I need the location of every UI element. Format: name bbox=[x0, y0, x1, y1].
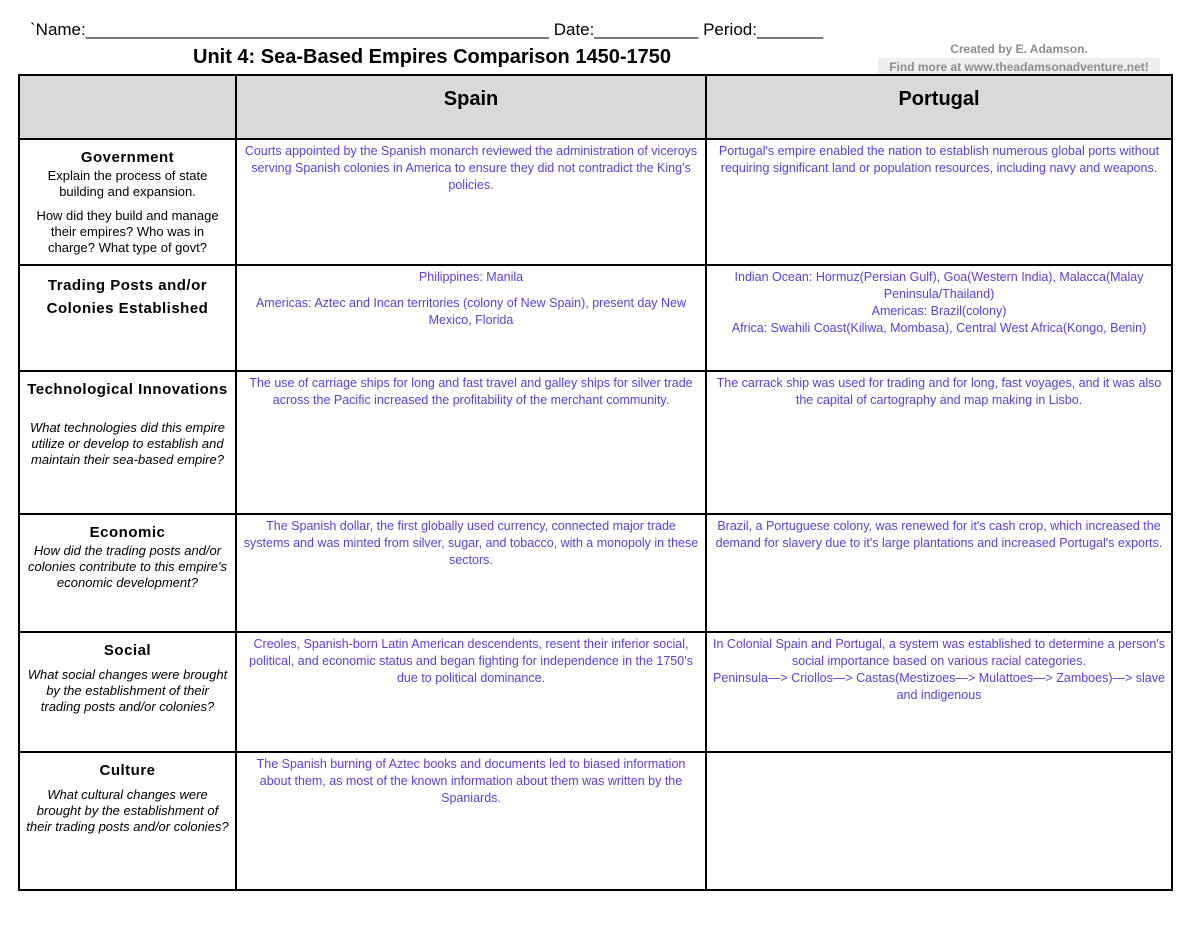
category-question: What cultural changes were brought by the establishment of their trading posts and/or colonies? bbox=[26, 787, 229, 834]
answer-cell-spain[interactable] bbox=[236, 371, 706, 514]
answer-text: Creoles, Spanish-born Latin American descendents, resent their inferior social, political, and economic status and began fighting for independence in the 1750's due to political dominance. bbox=[249, 637, 693, 685]
header-blank-cell bbox=[19, 75, 236, 139]
answer-text: The Spanish burning of Aztec books and documents led to biased information about them, as most of the known information about them was written by the Spaniards. bbox=[256, 757, 686, 805]
answer-text: Africa: Swahili Coast(Kiliwa, Mombasa), Central West Africa(Kongo, Benin) bbox=[731, 321, 1147, 335]
table-row-technology bbox=[19, 371, 1172, 514]
category-cell-trading bbox=[19, 265, 236, 371]
table-row-trading bbox=[19, 265, 1172, 371]
header-spain-cell bbox=[236, 75, 706, 139]
category-cell-social bbox=[19, 632, 236, 752]
answer-cell-portugal[interactable] bbox=[706, 139, 1172, 265]
answer-cell-portugal[interactable] bbox=[706, 371, 1172, 514]
answer-cell-spain[interactable] bbox=[236, 752, 706, 890]
category-cell-culture bbox=[19, 752, 236, 890]
header-portugal-cell bbox=[706, 75, 1172, 139]
answer-text: The carrack ship was used for trading and for long, fast voyages, and it was also the capital of cartography and map making in Lisbo. bbox=[716, 376, 1162, 407]
answer-text: Courts appointed by the Spanish monarch reviewed the administration of viceroys serving Spanish colonies in America to ensure they did not contradict the King's policies. bbox=[244, 144, 698, 192]
answer-text: Portugal's empire enabled the nation to establish numerous global ports without requiring significant land or population resources, including navy and weapons. bbox=[718, 144, 1160, 175]
category-cell-government bbox=[19, 139, 236, 265]
category-question: How did the trading posts and/or colonies contribute to this empire's economic development? bbox=[27, 543, 228, 590]
table-row-social bbox=[19, 632, 1172, 752]
column-header-spain: Spain bbox=[443, 88, 499, 110]
answer-text: In Colonial Spain and Portugal, a system was established to determine a person's social importance based on various racial categories. bbox=[713, 637, 1165, 668]
credit-block bbox=[878, 40, 1160, 76]
credit-link[interactable]: Find more at www.theadamsonadventure.net! bbox=[878, 58, 1160, 76]
answer-text: Indian Ocean: Hormuz(Persian Gulf), Goa(Western India), Malacca(Malay Peninsula/Thailand) bbox=[734, 270, 1144, 301]
category-title: Technological Innovations bbox=[27, 381, 228, 398]
answer-cell-spain[interactable] bbox=[236, 632, 706, 752]
table-row-economic bbox=[19, 514, 1172, 632]
answer-cell-portugal[interactable] bbox=[706, 752, 1172, 890]
table-header-row bbox=[19, 75, 1172, 139]
comparison-table bbox=[18, 74, 1173, 891]
answer-text: Peninsula—> Criollos—> Castas(Mestizoes—> Mulattoes—> Zamboes)—> slave and indigenous bbox=[713, 671, 1165, 702]
answer-cell-portugal[interactable] bbox=[706, 514, 1172, 632]
category-title: Government bbox=[80, 149, 175, 166]
table-row-culture bbox=[19, 752, 1172, 890]
table-row-government bbox=[19, 139, 1172, 265]
category-subtitle: Explain the process of state building and expansion. bbox=[47, 168, 208, 199]
category-question: How did they build and manage their empires? Who was in charge? What type of govt? bbox=[36, 208, 219, 255]
category-cell-technology bbox=[19, 371, 236, 514]
answer-cell-portugal[interactable] bbox=[706, 632, 1172, 752]
page-title: Unit 4: Sea-Based Empires Comparison 1450-1750 bbox=[193, 46, 671, 68]
category-cell-economic bbox=[19, 514, 236, 632]
answer-text: The use of carriage ships for long and fast travel and galley ships for silver trade across the Pacific increased the profitability of the merchant community. bbox=[249, 376, 693, 407]
answer-text: The Spanish dollar, the first globally used currency, connected major trade systems and was minted from silver, sugar, and tobacco, with a monopoly in these sectors. bbox=[243, 519, 699, 567]
category-title: Social bbox=[103, 642, 152, 659]
answer-text: Americas: Brazil(colony) bbox=[871, 304, 1007, 318]
category-question: What technologies did this empire utilize or develop to establish and maintain their sea-based empire? bbox=[29, 420, 226, 467]
credit-author: Created by E. Adamson. bbox=[950, 42, 1088, 56]
category-question: What social changes were brought by the establishment of their trading posts and/or colonies? bbox=[27, 667, 228, 714]
name-date-period-line: `Name:_________________________________________________ Date:___________ Period:_______ bbox=[30, 20, 824, 39]
category-title: Trading Posts and/or Colonies Established bbox=[46, 277, 209, 317]
answer-text: Philippines: Manila bbox=[418, 270, 524, 284]
answer-cell-portugal[interactable] bbox=[706, 265, 1172, 371]
category-title: Economic bbox=[89, 524, 166, 541]
answer-text: Brazil, a Portuguese colony, was renewed for it's cash crop, which increased the demand for slavery due to it's large plantations and increased Portugal's exports. bbox=[715, 519, 1163, 550]
column-header-portugal: Portugal bbox=[898, 88, 980, 110]
answer-cell-spain[interactable] bbox=[236, 265, 706, 371]
answer-cell-spain[interactable] bbox=[236, 514, 706, 632]
category-title: Culture bbox=[99, 762, 156, 779]
answer-text: Americas: Aztec and Incan territories (colony of New Spain), present day New Mexico, Florida bbox=[255, 296, 687, 327]
answer-cell-spain[interactable] bbox=[236, 139, 706, 265]
